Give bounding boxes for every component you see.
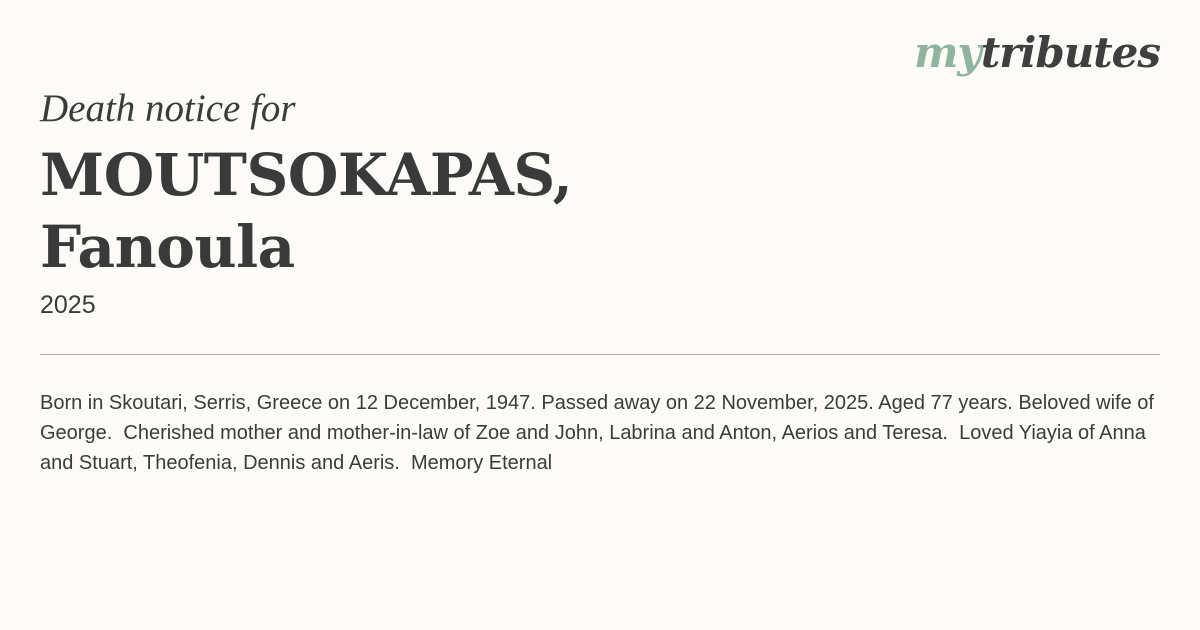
- section-divider: [40, 354, 1160, 355]
- deceased-surname: MOUTSOKAPAS,: [40, 140, 573, 209]
- deceased-name: [40, 139, 1160, 283]
- logo-my-text: my: [913, 28, 981, 77]
- notice-body-text: Born in Skoutari, Serris, Greece on 12 December, 1947. Passed away on 22 November, 2025. Aged 77 years. Beloved wife of George. Cherished mother and mother-in-law of Zoe and John, Labrina and Anton, Aerios and Teresa. Loved Yiayia of Anna and Stuart, Theofenia, Dennis and Aeris. Memory Eternal: [40, 392, 1160, 474]
- logo-tributes-text: tributes: [980, 28, 1160, 77]
- notice-kicker: Death notice for: [40, 87, 296, 130]
- death-notice-header: [40, 88, 1160, 320]
- mytributes-logo[interactable]: [913, 28, 1160, 77]
- notice-year: 2025: [40, 290, 96, 319]
- deceased-given-name: Fanoula: [40, 212, 295, 281]
